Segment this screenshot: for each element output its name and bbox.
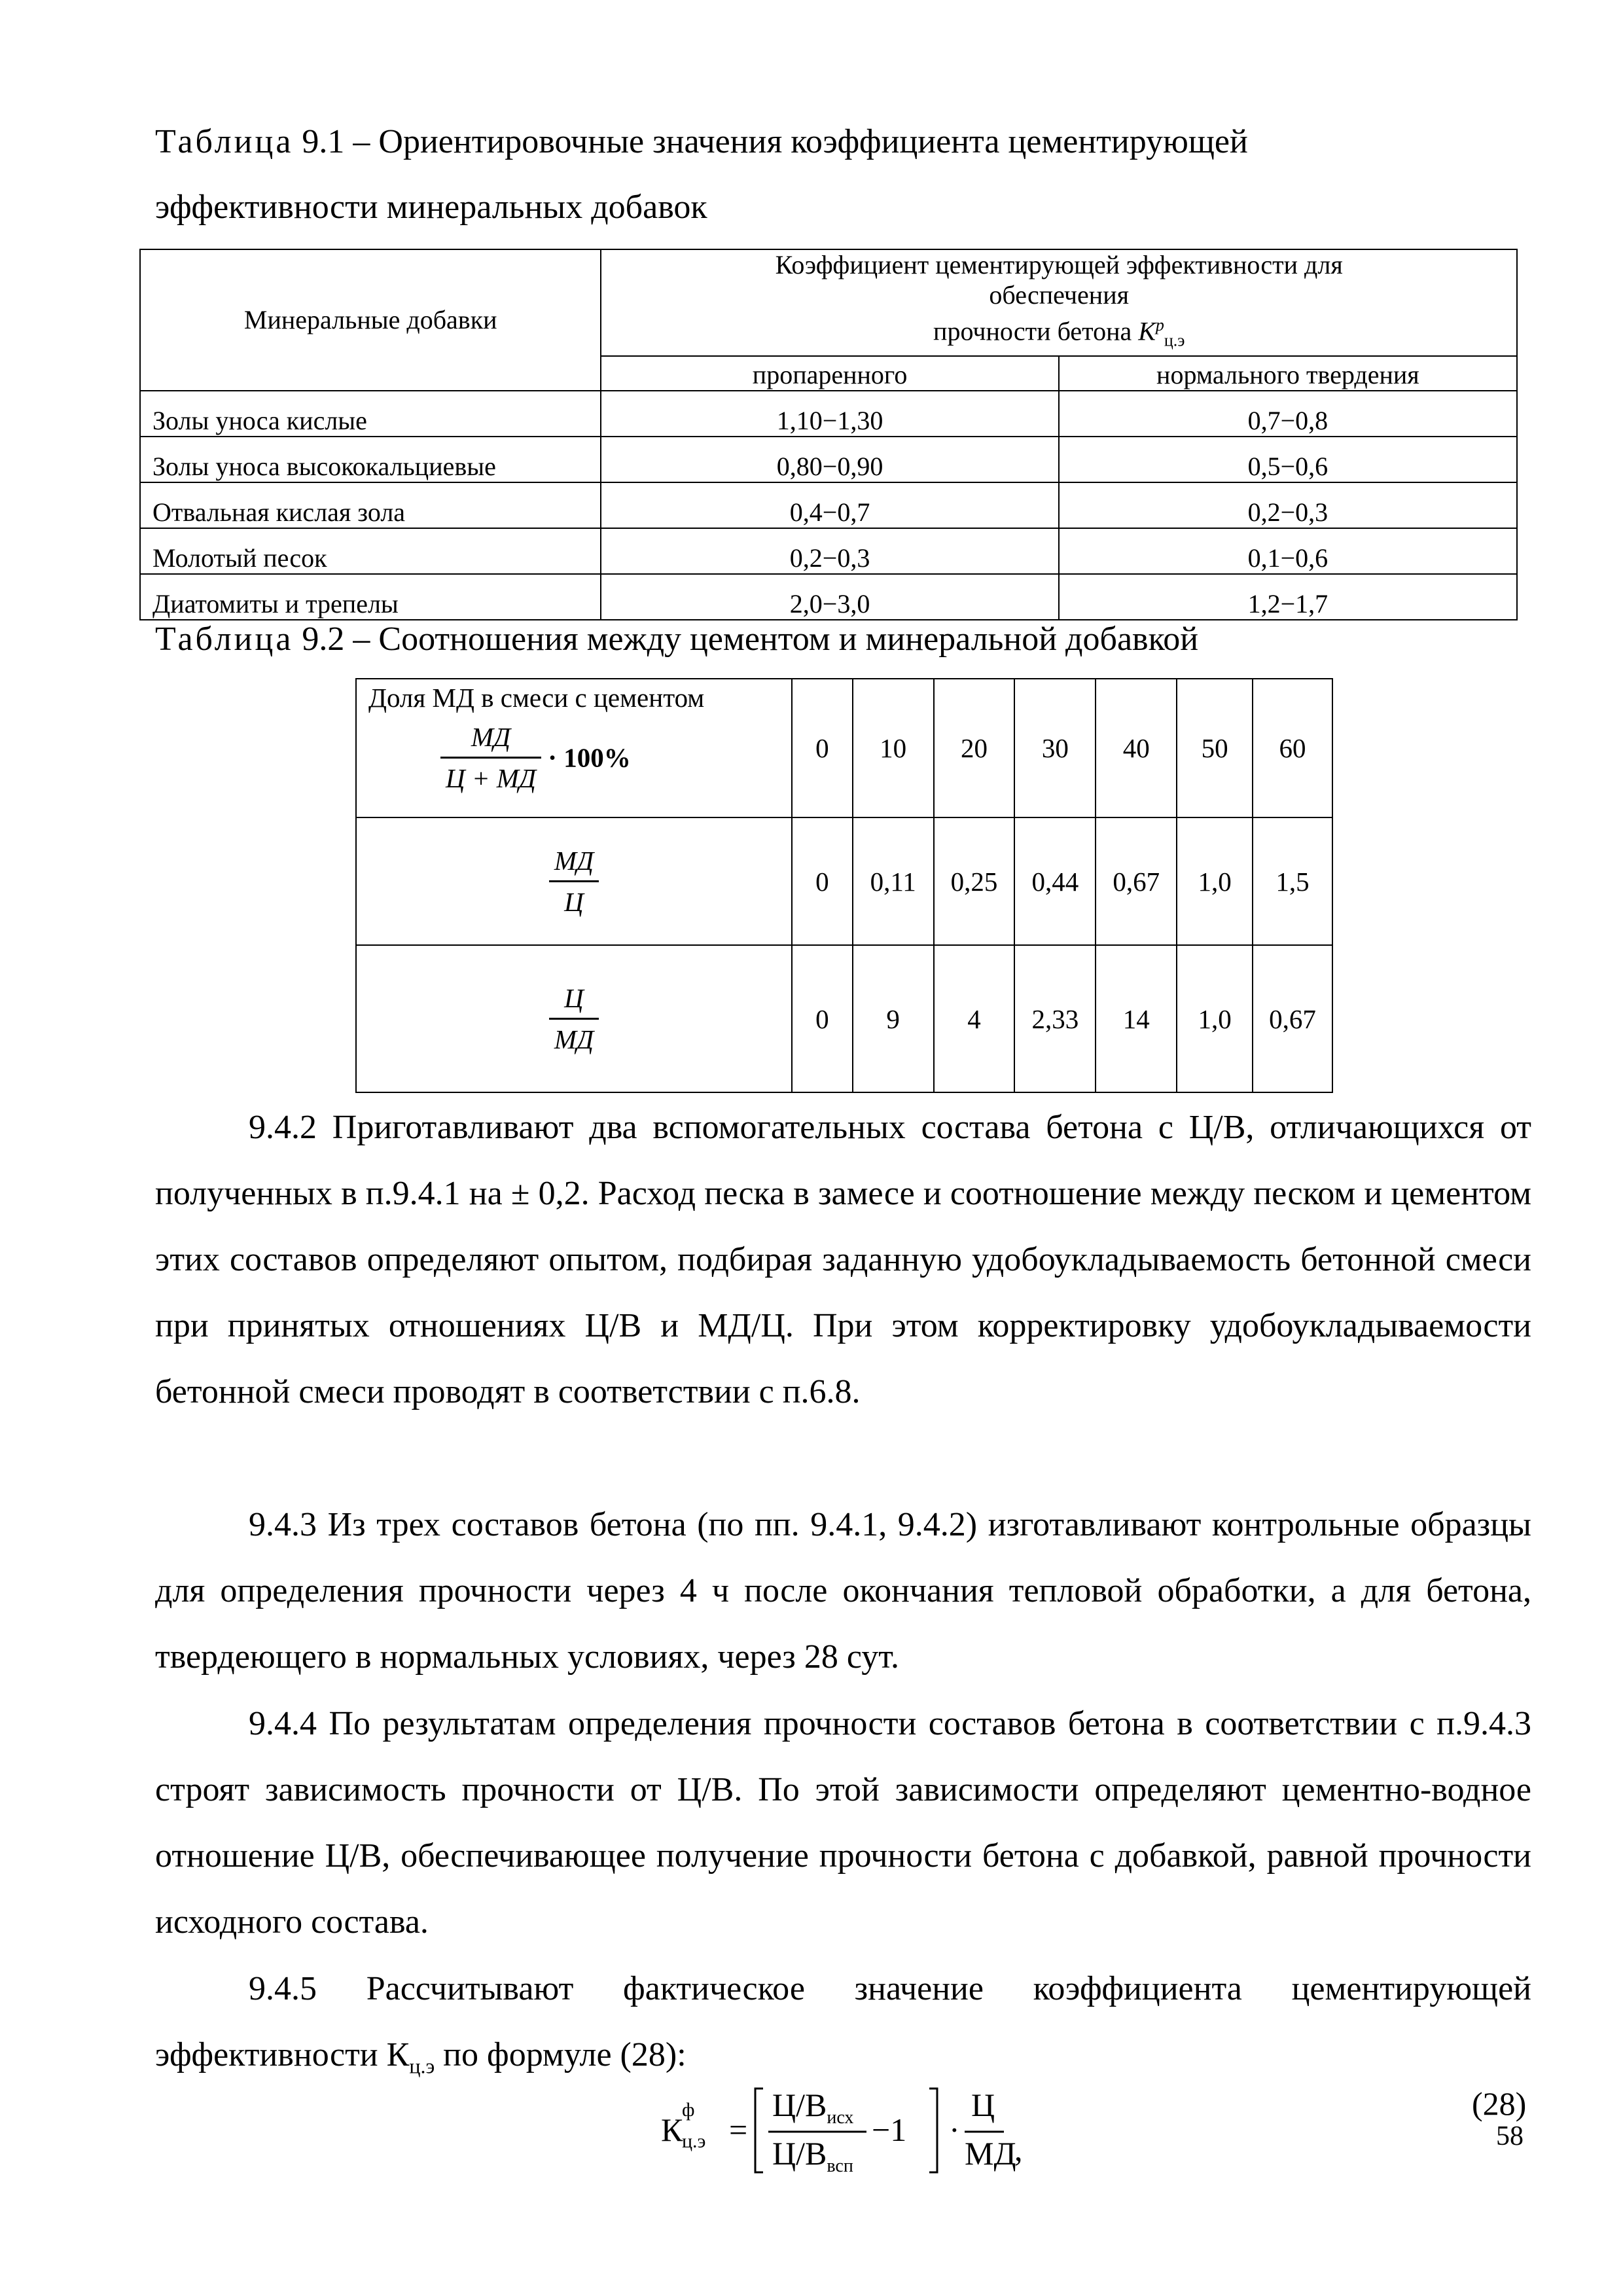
table1-caption-line2: эффективности минеральных добавок	[155, 188, 707, 226]
table2-row2-fraction	[549, 845, 599, 918]
table2-row1-formula	[368, 721, 791, 794]
table2-cell: 0,67	[1096, 817, 1177, 945]
table2-cell: 10	[853, 679, 934, 817]
formula-numerator	[772, 2086, 853, 2128]
table2-cell: 30	[1014, 679, 1096, 817]
paragraph-9-4-3	[155, 1492, 1531, 1690]
table2-row2-label-cell	[356, 817, 792, 945]
row-normal: 0,1−0,6	[1059, 528, 1517, 574]
table2-cell: 20	[934, 679, 1015, 817]
fraction-bar	[549, 880, 599, 882]
fraction-bar	[549, 1018, 599, 1020]
row-normal: 0,2−0,3	[1059, 482, 1517, 528]
table2-row3-fraction	[549, 982, 599, 1055]
table2-cell: 0,11	[853, 817, 934, 945]
formula-num-sub: исх	[827, 2108, 854, 2128]
table2-row1-label: Доля МД в смеси с цементом	[368, 683, 705, 713]
formula-denominator	[772, 2134, 853, 2177]
row-name: Золы уноса кислые	[140, 391, 601, 437]
table2-caption-label: Таблица	[155, 620, 294, 658]
table2-cell: 2,33	[1014, 945, 1096, 1092]
paragraph-9-4-4-text: 9.4.4 По результатам определения прочности составов бетона в соответствии с п.9.4.3 строят зависимость прочности от Ц/В. По этой зависимости определяют цементно-водное отношение Ц/В, обеспечивающее получение прочности бетона с добавкой, равной прочности исходного состава.	[155, 1705, 1531, 1941]
table2-cell: 50	[1177, 679, 1253, 817]
formula-comma: ,	[1014, 2131, 1023, 2168]
formula-dot: ·	[949, 2111, 960, 2148]
table2-cell: 0,44	[1014, 817, 1096, 945]
table2-row1-label-cell	[356, 679, 792, 817]
formula-k-sub: ц.э	[682, 2130, 706, 2152]
table1-header-additives: Минеральные добавки	[140, 249, 601, 391]
fraction-denominator: Ц	[564, 887, 584, 917]
paragraph-9-4-5-line2-start: эффективности К	[155, 2036, 410, 2073]
table1	[139, 249, 1518, 620]
table2-cell: 9	[853, 945, 934, 1092]
paragraph-9-4-5-line1: 9.4.5 Рассчитывают фактическое значение коэффициента цементирующей	[249, 1970, 1531, 2007]
row-steamed: 1,10−1,30	[601, 391, 1058, 437]
table2-cell: 1,0	[1177, 945, 1253, 1092]
row-steamed: 0,4−0,7	[601, 482, 1058, 528]
table2-cell: 4	[934, 945, 1015, 1092]
table1-header-group-line1: Коэффициент цементирующей эффективности для	[775, 250, 1343, 279]
table2-cell: 0	[792, 945, 853, 1092]
table1-subheader-steamed: пропаренного	[601, 356, 1058, 391]
page-number: 58	[1496, 2121, 1524, 2151]
formula-den-text: Ц/В	[772, 2135, 827, 2172]
table2-cell: 40	[1096, 679, 1177, 817]
table1-header-group-line3	[601, 310, 1516, 355]
row-name: Золы уноса высококальциевые	[140, 437, 601, 482]
fraction-denominator: Ц + МД	[446, 763, 537, 793]
table2-row1-fraction	[440, 721, 541, 794]
table2-cell: 1,0	[1177, 817, 1253, 945]
row-name: Отвальная кислая зола	[140, 482, 601, 528]
row-normal: 1,2−1,7	[1059, 574, 1517, 620]
formula-num-text: Ц/В	[772, 2087, 827, 2123]
formula-lhs	[661, 2099, 706, 2152]
formula-frac2-num: Ц	[971, 2087, 995, 2123]
formula-den-sub: всп	[827, 2156, 853, 2176]
table2-cell: 0,25	[934, 817, 1015, 945]
paragraph-9-4-5	[155, 1956, 1531, 2099]
row-name: Диатомиты и трепелы	[140, 574, 601, 620]
formula-minus-one: −1	[872, 2111, 907, 2148]
paragraph-9-4-3-text: 9.4.3 Из трех составов бетона (по пп. 9.4.1, 9.4.2) изготавливают контрольные образцы для определения прочности через 4 ч после окончания тепловой обработки, а для бетона, твердеющего в нормальных условиях, через 28 сут.	[155, 1506, 1531, 1676]
row-normal: 0,5−0,6	[1059, 437, 1517, 482]
table2-cell: 0	[792, 817, 853, 945]
paragraph-9-4-4	[155, 1691, 1531, 1955]
paragraph-9-4-2	[155, 1094, 1531, 1425]
paragraph-9-4-5-line2-end: по формуле (28):	[435, 2036, 687, 2073]
table2-cell: 60	[1253, 679, 1332, 817]
table-row	[140, 528, 1517, 574]
table1-header-k-sub: ц.э	[1164, 331, 1185, 350]
paragraph-9-4-2-text: 9.4.2 Приготавливают два вспомогательных состава бетона с Ц/В, отличающихся от полученных в п.9.4.1 на ± 0,2. Расход песка в замесе и соотношение между песком и цементом этих составов определяют опытом, подбирая заданную удобоукладываемость бетонной смеси при принятых отношениях Ц/В и МД/Ц. При этом корректировку удобоукладываемости бетонной смеси проводят в соответствии с п.6.8.	[155, 1109, 1531, 1410]
table2-cell: 1,5	[1253, 817, 1332, 945]
formula-bracket-left	[755, 2089, 763, 2172]
row-steamed: 0,80−0,90	[601, 437, 1058, 482]
fraction-denominator: МД	[554, 1024, 594, 1054]
table2-cell: 0,67	[1253, 945, 1332, 1092]
fraction-bar	[440, 757, 541, 759]
table1-header-k-symbol: К	[1138, 316, 1156, 346]
table2-row3-label-cell	[356, 945, 792, 1092]
table-row	[140, 437, 1517, 482]
fraction-numerator: МД	[471, 722, 511, 752]
formula-bracket-right	[929, 2089, 937, 2172]
table2-cell: 0	[792, 679, 853, 817]
table-row	[140, 391, 1517, 437]
fraction-numerator: Ц	[564, 983, 584, 1013]
row-normal: 0,7−0,8	[1059, 391, 1517, 437]
fraction-numerator: МД	[554, 846, 594, 876]
formula-k: К	[661, 2111, 683, 2148]
row-name: Молотый песок	[140, 528, 601, 574]
formula-frac2-den: МД	[965, 2135, 1016, 2172]
table2-row1-multiplier: · 100%	[548, 742, 631, 773]
row-steamed: 2,0−3,0	[601, 574, 1058, 620]
table2-cell: 14	[1096, 945, 1177, 1092]
table2-caption-text: 9.2 – Соотношения между цементом и минеральной добавкой	[302, 620, 1199, 658]
formula-k-sup: ф	[682, 2099, 695, 2121]
table1-subheader-normal: нормального твердения	[1059, 356, 1517, 391]
table1-header-group-line2: обеспечения	[989, 280, 1129, 310]
table1-caption	[155, 109, 1248, 175]
table1-header-k-sup: р	[1155, 315, 1164, 334]
table1-header-group	[601, 249, 1517, 356]
table2-caption	[155, 607, 1198, 672]
table1-header-strength-text: прочности бетона	[933, 316, 1132, 346]
paragraph-9-4-5-subscript: ц.э	[409, 2054, 435, 2078]
formula-equals: =	[729, 2111, 748, 2148]
formula-28	[661, 2085, 1054, 2176]
table1-caption-text: 9.1 – Ориентировочные значения коэффициента цементирующей	[302, 123, 1248, 160]
table1-caption-label: Таблица	[155, 123, 294, 160]
row-steamed: 0,2−0,3	[601, 528, 1058, 574]
table2	[355, 678, 1333, 1093]
formula-number: (28)	[1472, 2085, 1527, 2122]
table-row	[140, 482, 1517, 528]
